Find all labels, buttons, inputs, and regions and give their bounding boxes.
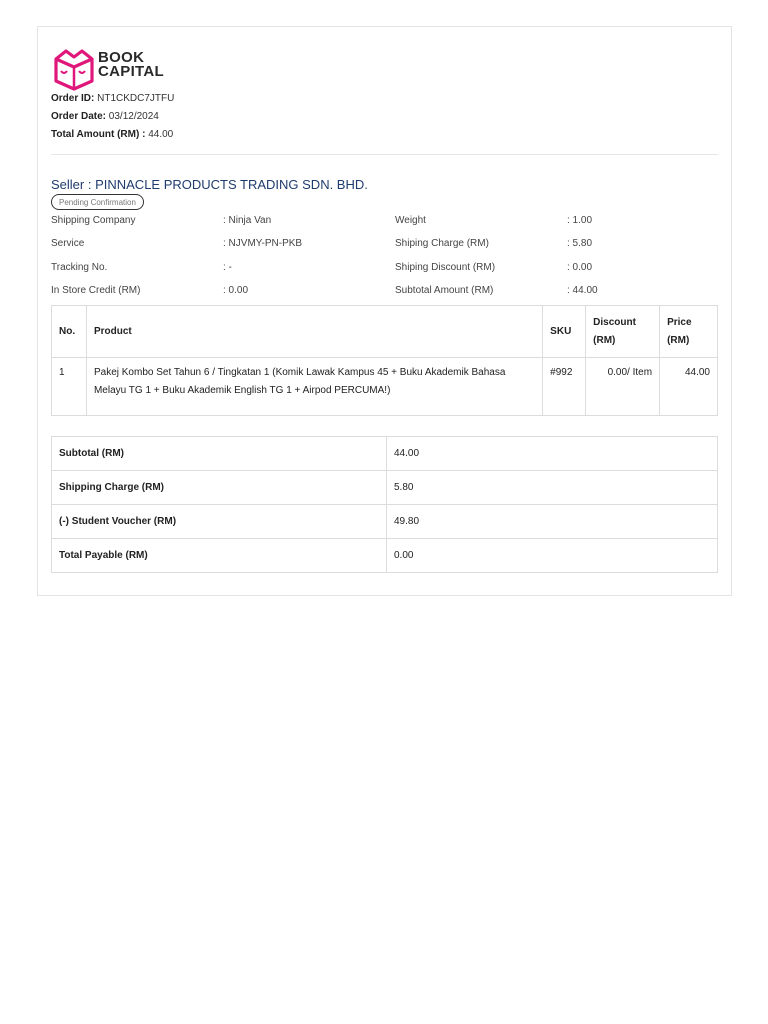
shipping-right-label-2: Shiping Discount (RM) (395, 262, 496, 273)
product-table-header (52, 306, 718, 358)
order-id (51, 93, 174, 104)
header-discount-line-2: (RM) (593, 334, 616, 346)
shipping-left-label-0: Shipping Company (51, 215, 136, 226)
order-date-value: 03/12/2024 (108, 111, 159, 122)
shipping-right-value-0: : 1.00 (567, 215, 593, 226)
summary-row (52, 471, 718, 505)
summary-value-total: 0.00 (387, 539, 718, 573)
order-total-label: Total Amount (RM) : (51, 129, 146, 140)
header-product: Product (86, 306, 542, 358)
shipping-left-value-0: : Ninja Van (223, 215, 272, 226)
summary-label-voucher: (-) Student Voucher (RM) (52, 505, 387, 539)
summary-row (52, 505, 718, 539)
order-date (51, 111, 159, 122)
shipping-right-label-1: Shiping Charge (RM) (395, 238, 489, 249)
header-price (660, 306, 718, 358)
book-box-icon (52, 47, 96, 91)
order-id-value: NT1CKDC7JTFU (97, 93, 175, 104)
row-sku: #992 (543, 358, 586, 416)
header-price-line-1: Price (667, 316, 692, 328)
shipping-right-label-3: Subtotal Amount (RM) (395, 285, 494, 296)
header-no: No. (52, 306, 87, 358)
table-row (52, 358, 718, 416)
shipping-left-value-1: : NJVMY-PN-PKB (223, 238, 303, 249)
brand-line-1: BOOK (98, 49, 145, 66)
shipping-left-label-2: Tracking No. (51, 262, 108, 273)
header-sku: SKU (543, 306, 586, 358)
brand-name (98, 51, 164, 79)
shipping-left-label-1: Service (51, 238, 85, 249)
invoice-card (37, 26, 732, 596)
seller-name: Seller : PINNACLE PRODUCTS TRADING SDN. BHD. (51, 177, 368, 192)
row-no: 1 (52, 358, 87, 416)
product-table (51, 305, 718, 416)
order-id-label: Order ID: (51, 93, 95, 104)
summary-value-voucher: 49.80 (387, 505, 718, 539)
divider (51, 154, 718, 155)
summary-row (52, 437, 718, 471)
order-date-label: Order Date: (51, 111, 107, 122)
shipping-right-label-0: Weight (395, 215, 426, 226)
row-product: Pakej Kombo Set Tahun 6 / Tingkatan 1 (Komik Lawak Kampus 45 + Buku Akademik Bahasa Melayu TG 1 + Buku Akademik English TG 1 + Airpod PERCUMA!) (86, 358, 542, 416)
summary-value-subtotal: 44.00 (387, 437, 718, 471)
summary-label-subtotal: Subtotal (RM) (52, 437, 387, 471)
header-price-line-2: (RM) (667, 334, 690, 346)
header-discount-line-1: Discount (593, 316, 636, 328)
brand-line-2: CAPITAL (98, 63, 164, 80)
summary-row (52, 539, 718, 573)
row-price: 44.00 (660, 358, 718, 416)
status-badge: Pending Confirmation (51, 194, 144, 210)
shipping-right-value-2: : 0.00 (567, 262, 593, 273)
summary-label-total: Total Payable (RM) (52, 539, 387, 573)
order-total (51, 129, 173, 140)
shipping-right-value-1: : 5.80 (567, 238, 593, 249)
shipping-left-value-2: : - (223, 262, 232, 273)
brand-logo (52, 47, 182, 92)
row-discount: 0.00/ Item (586, 358, 660, 416)
order-total-value: 44.00 (148, 129, 174, 140)
shipping-right-value-3: : 44.00 (567, 285, 598, 296)
shipping-left-value-3: : 0.00 (223, 285, 249, 296)
summary-table (51, 436, 718, 573)
summary-value-shipping: 5.80 (387, 471, 718, 505)
shipping-left-label-3: In Store Credit (RM) (51, 285, 141, 296)
header-discount (586, 306, 660, 358)
summary-label-shipping: Shipping Charge (RM) (52, 471, 387, 505)
